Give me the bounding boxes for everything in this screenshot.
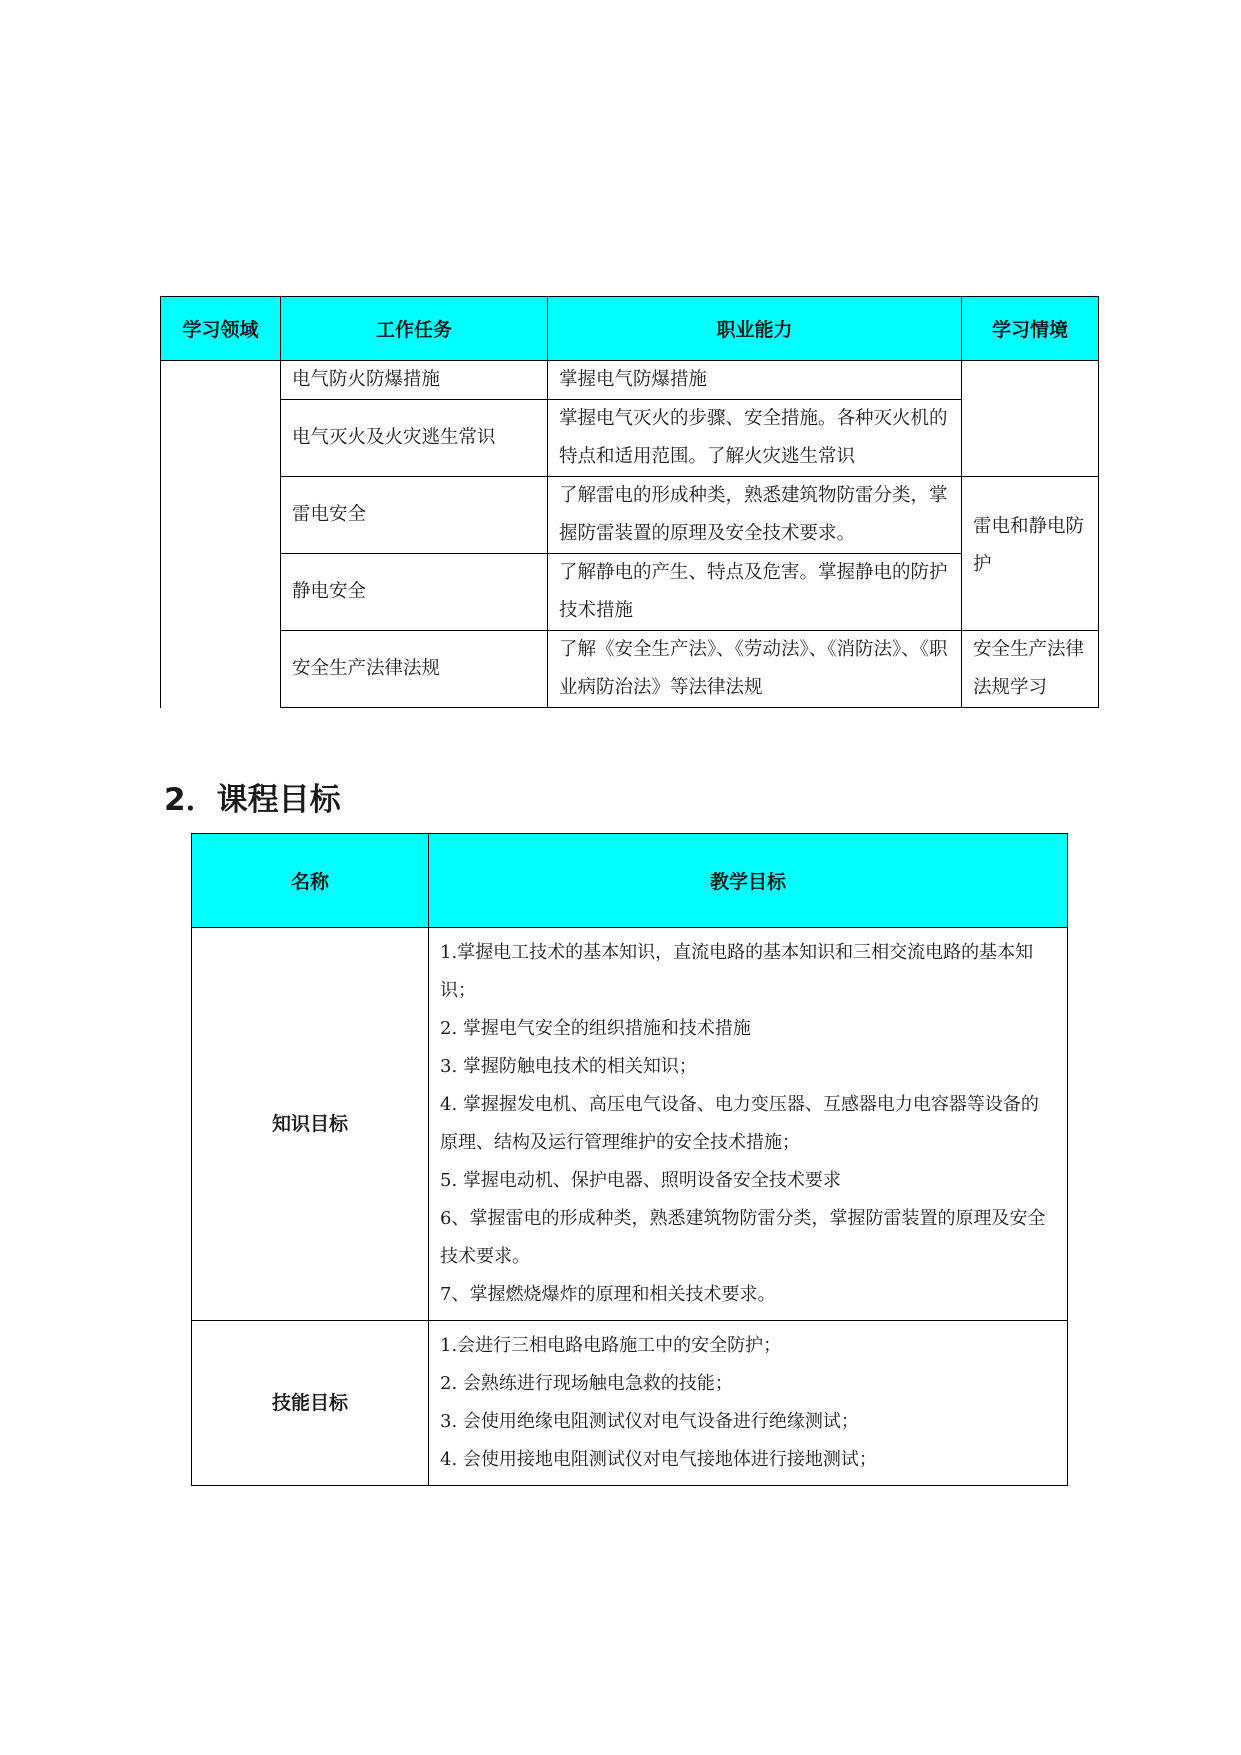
header-name: 名称 xyxy=(192,834,429,928)
list-item: 3. 掌握防触电技术的相关知识； xyxy=(440,1056,697,1077)
list-item: 1.掌握电工技术的基本知识，直流电路的基本知识和三相交流电路的基本知识； xyxy=(440,942,1034,1001)
ability-cell: 掌握电气灭火的步骤、安全措施。各种灭火机的特点和适用范围。了解火灾逃生常识 xyxy=(548,400,962,477)
task-cell: 电气灭火及火灾逃生常识 xyxy=(281,400,548,477)
list-item: 6、掌握雷电的形成种类，熟悉建筑物防雷分类，掌握防雷装置的原理及安全技术要求。 xyxy=(440,1208,1046,1267)
objective-list-skill xyxy=(429,1321,1068,1486)
list-item: 4. 掌握握发电机、高压电气设备、电力变压器、互感器电力电容器等设备的原理、结构及运行管理维护的安全技术措施； xyxy=(440,1094,1039,1153)
list-item: 1.会进行三相电路电路施工中的安全防护； xyxy=(440,1335,782,1356)
table-header-row xyxy=(192,834,1068,928)
table-row xyxy=(161,400,1099,477)
course-objectives-table xyxy=(191,833,1068,1486)
header-professional-ability: 职业能力 xyxy=(548,297,962,361)
table-row xyxy=(192,928,1068,1321)
task-cell: 雷电安全 xyxy=(281,477,548,554)
task-cell: 安全生产法律法规 xyxy=(281,631,548,708)
ability-cell: 了解静电的产生、特点及危害。掌握静电的防护技术措施 xyxy=(548,554,962,631)
ability-cell: 了解雷电的形成种类，熟悉建筑物防雷分类，掌握防雷装置的原理及安全技术要求。 xyxy=(548,477,962,554)
learning-area-cell xyxy=(161,361,281,708)
table-row xyxy=(161,554,1099,631)
situation-cell: 安全生产法律法规学习 xyxy=(962,631,1099,708)
task-cell: 静电安全 xyxy=(281,554,548,631)
list-item: 2. 会熟练进行现场触电急救的技能； xyxy=(440,1373,733,1394)
table-row xyxy=(192,1321,1068,1486)
list-item: 5. 掌握电动机、保护电器、照明设备安全技术要求 xyxy=(440,1170,841,1191)
header-learning-area: 学习领域 xyxy=(161,297,281,361)
ability-cell: 了解《安全生产法》、《劳动法》、《消防法》、《职业病防治法》等法律法规 xyxy=(548,631,962,708)
list-item: 3. 会使用绝缘电阻测试仪对电气设备进行绝缘测试； xyxy=(440,1411,859,1432)
table-row xyxy=(161,361,1099,400)
table-row xyxy=(161,477,1099,554)
task-cell: 电气防火防爆措施 xyxy=(281,361,548,400)
table-row xyxy=(161,631,1099,708)
header-work-task: 工作任务 xyxy=(281,297,548,361)
header-teaching-objective: 教学目标 xyxy=(429,834,1068,928)
situation-cell: 雷电和静电防护 xyxy=(962,477,1099,631)
header-learning-situation: 学习情境 xyxy=(962,297,1099,361)
situation-cell-empty xyxy=(962,361,1099,477)
section-heading: 2．课程目标 xyxy=(164,782,341,818)
list-item: 7、掌握燃烧爆炸的原理和相关技术要求。 xyxy=(440,1284,776,1305)
work-task-table xyxy=(160,296,1099,708)
ability-cell: 掌握电气防爆措施 xyxy=(548,361,962,400)
list-item: 2. 掌握电气安全的组织措施和技术措施 xyxy=(440,1018,751,1039)
objective-list-knowledge xyxy=(429,928,1068,1321)
list-item: 4. 会使用接地电阻测试仪对电气接地体进行接地测试； xyxy=(440,1449,877,1470)
objective-name-knowledge: 知识目标 xyxy=(192,928,429,1321)
objective-name-skill: 技能目标 xyxy=(192,1321,429,1486)
table-header-row xyxy=(161,297,1099,361)
